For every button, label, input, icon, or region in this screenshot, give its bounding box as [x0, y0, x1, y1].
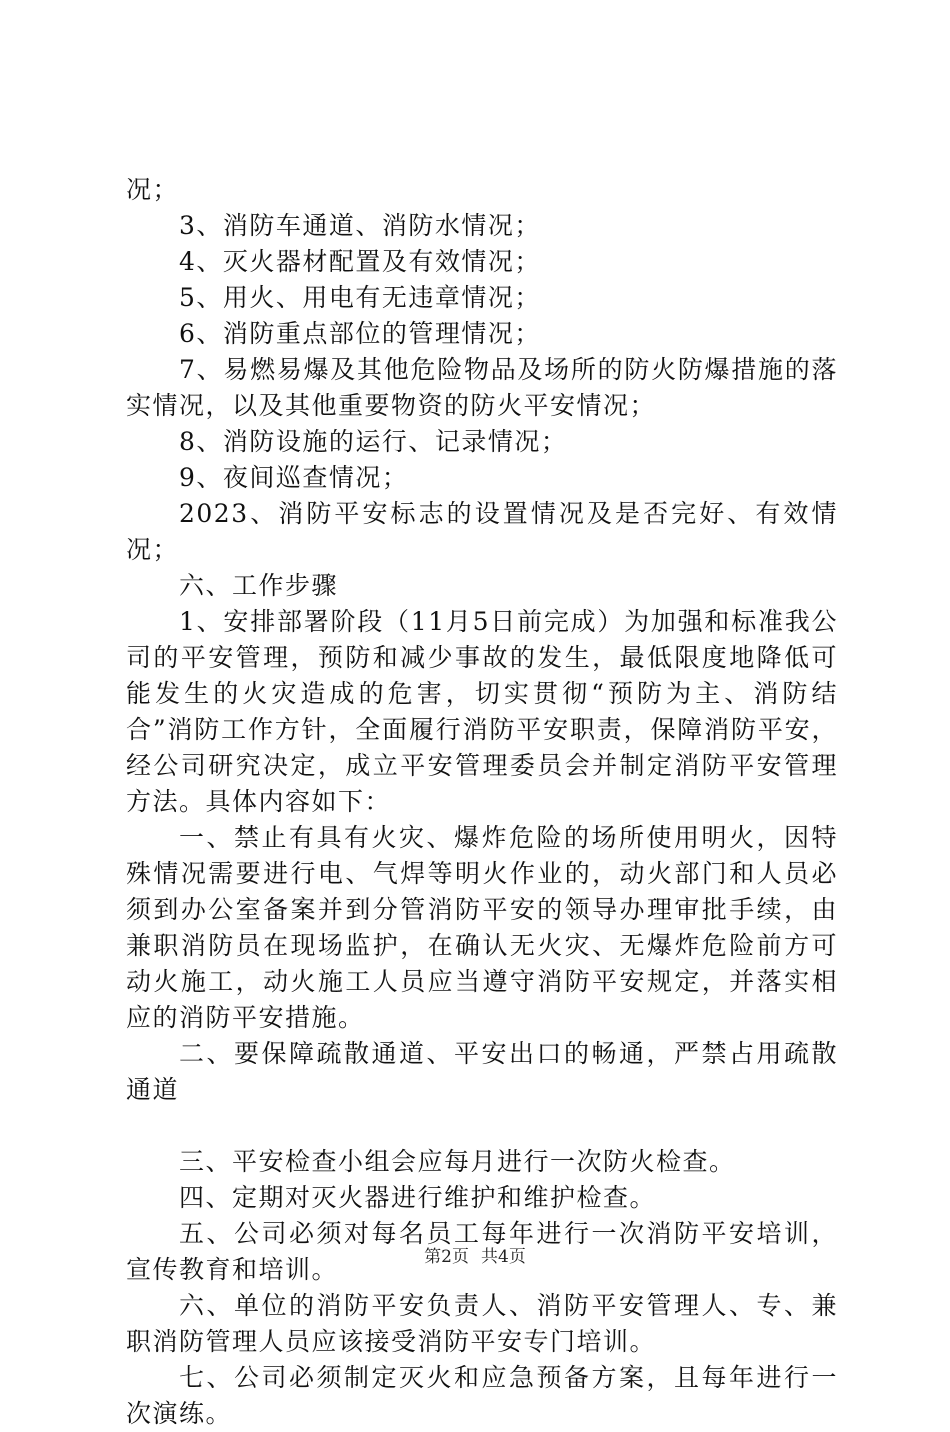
page-footer	[0, 1246, 950, 1268]
paragraph-spacer	[126, 1108, 838, 1144]
page-total: 共4页	[481, 1247, 526, 1267]
paragraph: 三、平安检查小组会应每月进行一次防火检查。	[179, 1147, 736, 1176]
paragraph: 1、安排部署阶段（11月5日前完成）为加强和标准我公司的平安管理，预防和减少事故的发生，最低限度地降低可能发生的火灾造成的危害，切实贯彻“预防为主、消防结合”消防工作方针，全面履行消防平安职责，保障消防平安，经公司研究决定，成立平安管理委员会并制定消防平安管理方法。具体内容如下：	[126, 607, 838, 816]
paragraph: 5、用火、用电有无违章情况；	[179, 283, 541, 312]
page-number: 第2页	[424, 1247, 469, 1267]
paragraph: 六、单位的消防平安负责人、消防平安管理人、专、兼职消防管理人员应该接受消防平安专门培训。	[126, 1291, 838, 1356]
paragraph: 一、禁止有具有火灾、爆炸危险的场所使用明火，因特殊情况需要进行电、气焊等明火作业的，动火部门和人员必须到办公室备案并到分管消防平安的领导办理审批手续，由兼职消防员在现场监护，在确认无火灾、无爆炸危险前方可动火施工，动火施工人员应当遵守消防平安规定，并落实相应的消防平安措施。	[126, 823, 838, 1032]
paragraph: 况；	[126, 175, 180, 204]
paragraph: 六、工作步骤	[179, 571, 339, 600]
paragraph: 四、定期对灭火器进行维护和维护检查。	[179, 1183, 657, 1212]
paragraph: 8、消防设施的运行、记录情况；	[179, 427, 568, 456]
paragraph: 2023、消防平安标志的设置情况及是否完好、有效情况；	[126, 499, 838, 564]
paragraph: 6、消防重点部位的管理情况；	[179, 319, 541, 348]
paragraph: 9、夜间巡查情况；	[179, 463, 409, 492]
paragraph: 4、灭火器材配置及有效情况；	[179, 247, 541, 276]
paragraph: 3、消防车通道、消防水情况；	[179, 211, 541, 240]
paragraph: 二、要保障疏散通道、平安出口的畅通，严禁占用疏散通道	[126, 1039, 838, 1104]
paragraph: 7、易燃易爆及其他危险物品及场所的防火防爆措施的落实情况，以及其他重要物资的防火平安情况；	[126, 355, 838, 420]
document-body	[126, 172, 838, 1432]
paragraph: 五、公司必须对每名员工每年进行一次消防平安培训，宣传教育和培训。	[126, 1219, 838, 1284]
paragraph: 七、公司必须制定灭火和应急预备方案，且每年进行一次演练。	[126, 1363, 838, 1428]
